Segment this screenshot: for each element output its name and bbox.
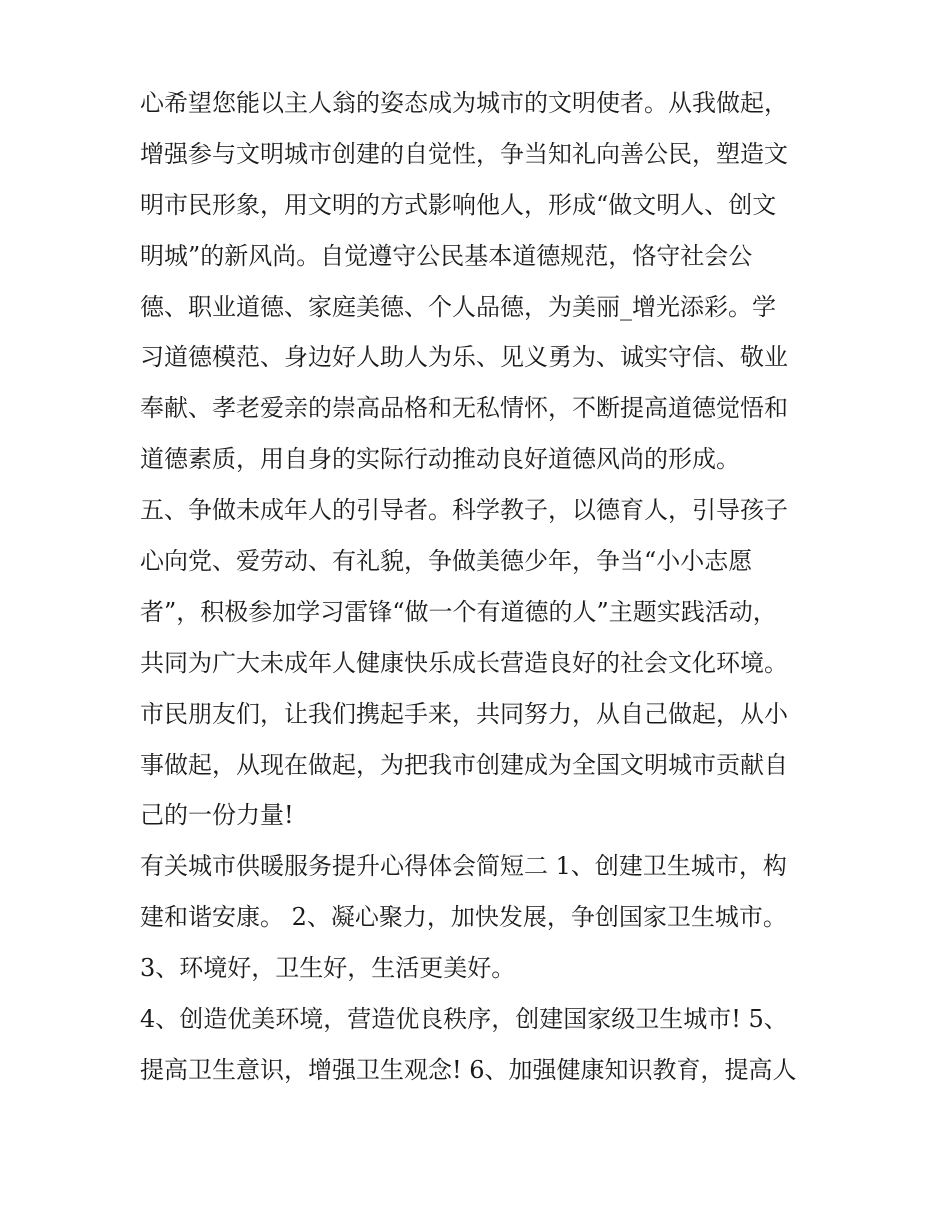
text-line: 明城”的新风尚。自觉遵守公民基本道德规范，恪守社会公 xyxy=(140,241,753,270)
text-line: 明市民形象，用文明的方式影响他人，形成“做文明人、创文 xyxy=(140,190,777,219)
text-line: 奉献、孝老爱亲的崇高品格和无私情怀，不断提高道德觉悟和 xyxy=(140,394,788,423)
text-line: 己的一份力量! xyxy=(140,801,294,830)
text-line: 提高卫生意识，增强卫生观念! 6、加强健康知识教育，提高人 xyxy=(140,1055,797,1084)
text-line: 习道德模范、身边好人助人为乐、见义勇为、诚实守信、敬业 xyxy=(140,343,788,372)
text-line: 心希望您能以主人翁的姿态成为城市的文明使者。从我做起， xyxy=(140,89,788,117)
text-line: 者”，积极参加学习雷锋“做一个有道德的人”主题实践活动， xyxy=(140,597,777,626)
text-line: 心向党、爱劳动、有礼貌，争做美德少年，争当“小小志愿 xyxy=(140,547,753,576)
text-line: 事做起，从现在做起，为把我市创建成为全国文明城市贡献自 xyxy=(140,750,788,779)
text-line: 3、环境好，卫生好，生活更美好。 xyxy=(140,954,516,983)
text-line: 共同为广大未成年人健康快乐成长营造良好的社会文化环境。 xyxy=(140,648,788,677)
text-line: 有关城市供暖服务提升心得体会简短二 1、创建卫生城市，构 xyxy=(140,852,787,881)
text-line: 道德素质，用自身的实际行动推动良好道德风尚的形成。 xyxy=(140,445,740,474)
text-line: 建和谐安康。 2、凝心聚力，加快发展，争创国家卫生城市。 xyxy=(140,903,787,932)
text-line: 增强参与文明城市创建的自觉性，争当知礼向善公民，塑造文 xyxy=(140,139,788,168)
text-line: 五、争做未成年人的引导者。科学教子，以德育人，引导孩子 xyxy=(140,496,788,525)
text-line: 德、职业道德、家庭美德、个人品德，为美丽_增光添彩。学 xyxy=(140,292,776,321)
text-line: 4、创造优美环境，营造优良秩序，创建国家级卫生城市! 5、 xyxy=(140,1005,788,1034)
document-body xyxy=(140,78,820,1096)
text-line: 市民朋友们，让我们携起手来，共同努力，从自己做起，从小 xyxy=(140,699,788,728)
